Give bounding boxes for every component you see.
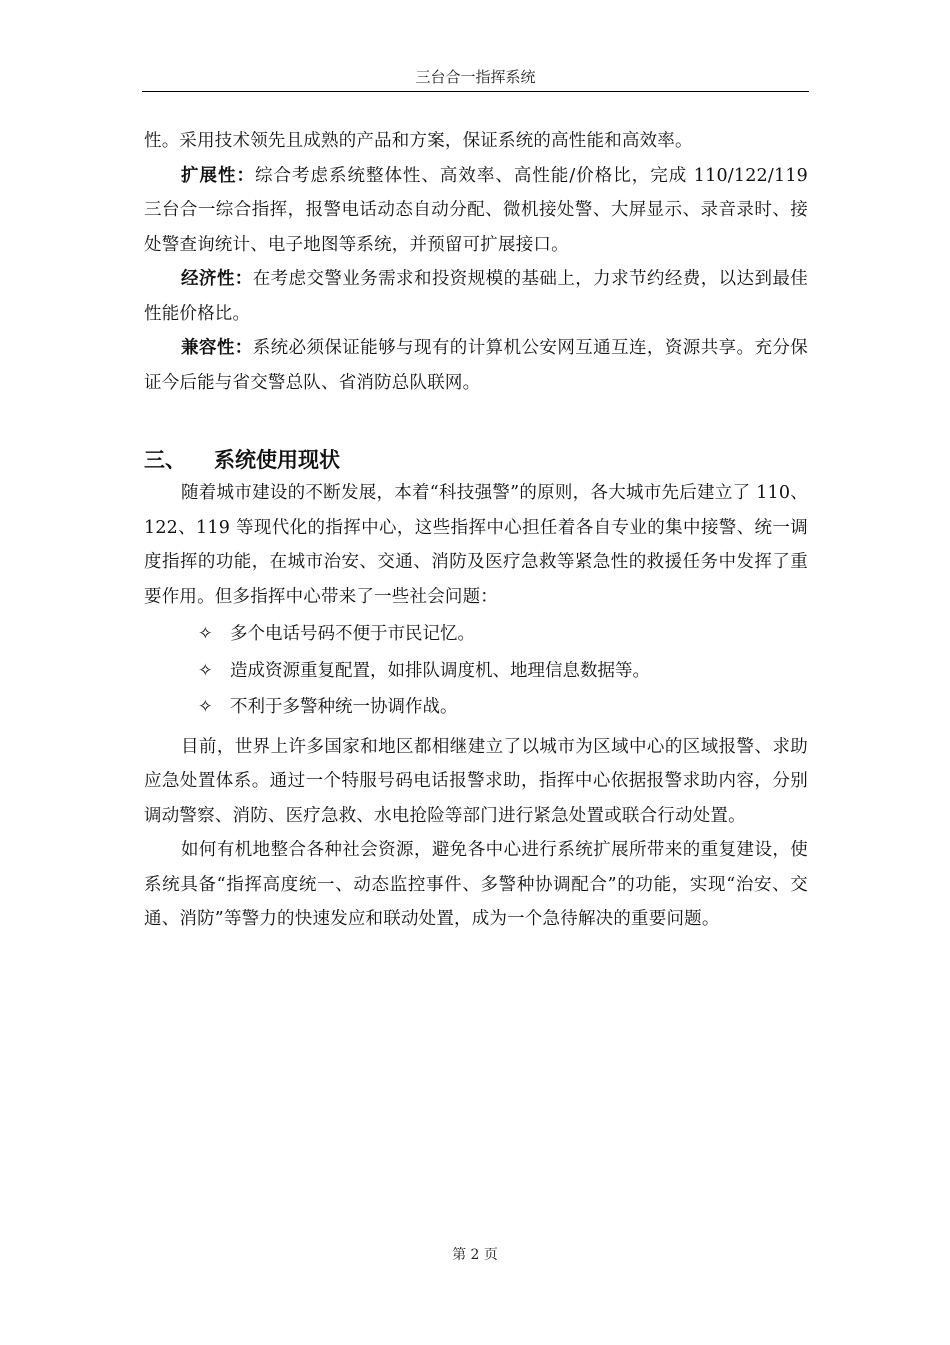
list-item <box>144 653 808 690</box>
list-item-text: 不利于多警种统一协调作战。 <box>230 697 458 717</box>
paragraph-compatibility <box>144 331 808 400</box>
diamond-star-icon: ✧ <box>198 660 213 681</box>
diamond-star-icon: ✧ <box>198 697 213 717</box>
list-item <box>144 689 808 726</box>
header-divider <box>142 91 809 92</box>
list-item <box>144 616 808 653</box>
section-number: 三、 <box>144 448 186 472</box>
section-intro-paragraph: 随着城市建设的不断发展，本着“科技强警”的原则，各大城市先后建立了 110、122、119 等现代化的指挥中心，这些指挥中心担任着各自专业的集中接警、统一调度指挥的功能，在城市治安、交通、消防及医疗急救等紧急性的救援任务中发挥了重要作用。但多指挥中心带来了一些社会问题： <box>144 483 808 607</box>
compatibility-label: 兼容性： <box>181 338 253 358</box>
list-item-text: 造成资源重复配置，如排队调度机、地理信息数据等。 <box>230 660 650 681</box>
paragraph-economy <box>144 262 808 331</box>
section-title: 系统使用现状 <box>214 448 340 472</box>
paragraph-scalability <box>144 159 808 263</box>
economy-label: 经济性： <box>181 269 253 289</box>
paragraph-current-state: 目前，世界上许多国家和地区都相继建立了以城市为区域中心的区域报警、求助应急处置体系。通过一个特服号码电话报警求助，指挥中心依据报警求助内容，分别调动警察、消防、医疗急救、水电抢险等部门进行紧急处置或联合行动处置。 <box>144 736 808 826</box>
page-number: 第 2 页 <box>452 1247 498 1263</box>
problem-list <box>144 616 808 726</box>
page-header-title: 三台合一指挥系统 <box>415 68 536 86</box>
list-item-text: 多个电话号码不便于市民记忆。 <box>230 624 475 644</box>
scalability-text: 综合考虑系统整体性、高效率、高性能/价格比，完成 110/122/119 三台合一综合指挥，报警电话动态自动分配、微机接处警、大屏显示、录音录时、接处警查询统计、电子地图等系统，并预留可扩展接口。 <box>144 165 808 255</box>
diamond-star-icon: ✧ <box>198 624 213 644</box>
compatibility-text: 系统必须保证能够与现有的计算机公安网互通互连，资源共享。充分保证今后能与省交警总队、省消防总队联网。 <box>144 338 808 393</box>
paragraph-integration-problem: 如何有机地整合各种社会资源，避免各中心进行系统扩展所带来的重复建设，使系统具备“指挥高度统一、动态监控事件、多警种协调配合”的功能，实现“治安、交通、消防”等警力的快速发应和联动处置，成为一个急待解决的重要问题。 <box>144 840 808 929</box>
economy-text: 在考虑交警业务需求和投资规模的基础上，力求节约经费，以达到最佳性能价格比。 <box>144 269 808 324</box>
page-body <box>144 124 808 937</box>
section-heading <box>144 444 808 476</box>
scalability-label: 扩展性： <box>181 165 255 186</box>
paragraph-continuation: 性。采用技术领先且成熟的产品和方案，保证系统的高性能和高效率。 <box>144 131 693 151</box>
